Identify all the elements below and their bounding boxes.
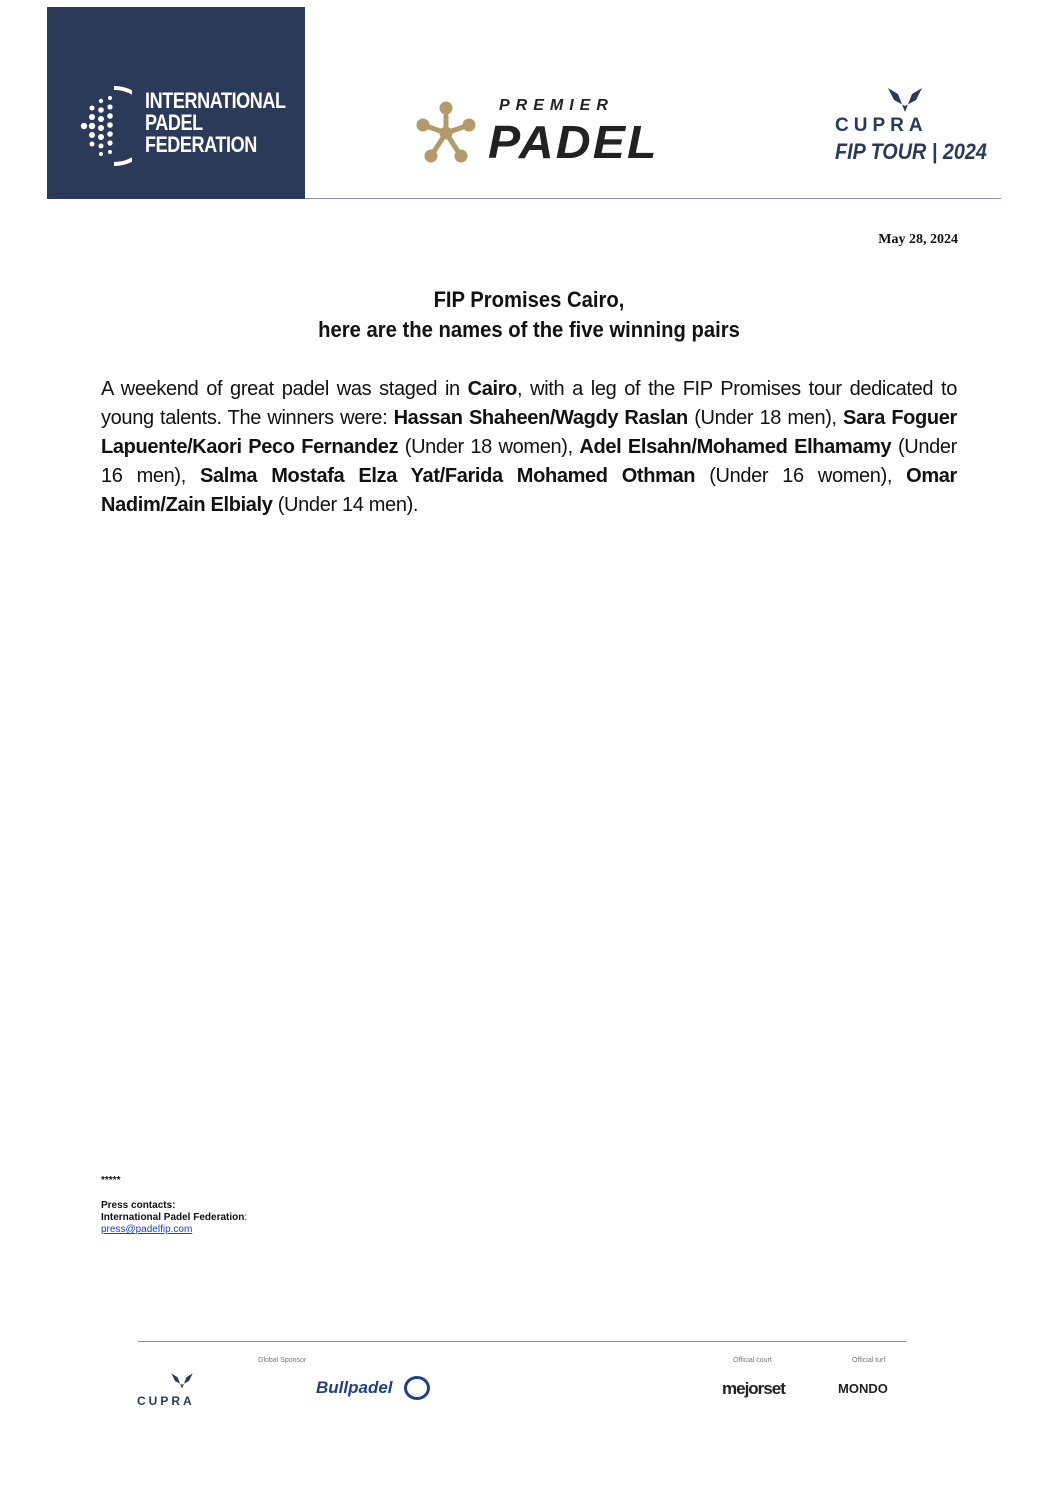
- winners-u14-men: Omar Nadim/Zain Elbialy: [101, 465, 957, 516]
- mondo-logo: MONDO: [838, 1381, 888, 1396]
- winners-u18-women: Sara Foguer Lapuente/Kaori Peco Fernandez: [101, 407, 957, 458]
- venue-name: Cairo: [467, 378, 518, 400]
- footer-cupra-emblem-icon: [170, 1371, 194, 1391]
- title-line-2: here are the names of the five winning pairs: [318, 317, 740, 342]
- fip-line-1: INTERNATIONAL: [145, 88, 286, 113]
- premier-label: PREMIER: [499, 97, 614, 114]
- premier-padel-star-icon: [413, 100, 479, 166]
- fip-line-3: FEDERATION: [145, 132, 257, 157]
- footer-rule: [138, 1341, 906, 1342]
- padel-wordmark: PADEL: [488, 116, 659, 168]
- global-sponsor-note: Global Sponsor: [258, 1357, 307, 1364]
- official-court-note: Official court: [733, 1357, 772, 1364]
- bullpadel-logo: Bullpadel: [316, 1378, 393, 1397]
- winners-u16-women: Salma Mostafa Elza Yat/Farida Mohamed Othman: [200, 465, 696, 487]
- winners-u18-men: Hassan Shaheen/Wagdy Raslan: [393, 407, 688, 429]
- page-title: [134, 285, 923, 345]
- cupra-emblem-icon: [886, 86, 924, 114]
- body-paragraph: A weekend of great padel was staged in Cairo, with a leg of the FIP Promises tour dedicated to young talents. The winners were: Hassan Shaheen/Wagdy Raslan (Under 18 men), Sara Foguer Lapuente/Kaori Peco Fernandez (Under 18 women), Adel Elsahn/Mohamed Elhamamy (Under 16 men), Salma Mostafa Elza Yat/Farida Mohamed Othman (Under 16 women), Omar Nadim/Zain Elbialy (Under 14 men).: [101, 378, 957, 516]
- mejorset-logo: mejorset: [722, 1379, 785, 1398]
- official-turf-note: Official turf: [852, 1357, 886, 1364]
- title-line-1: FIP Promises Cairo,: [433, 287, 625, 312]
- fip-line-2: PADEL: [145, 110, 203, 135]
- header-rule: [305, 198, 1001, 199]
- cupra-wordmark: CUPRA: [835, 115, 928, 136]
- bullpadel-circle-icon: [404, 1376, 430, 1400]
- separator: *****: [101, 1175, 121, 1186]
- winners-u16-men: Adel Elsahn/Mohamed Elhamamy: [579, 436, 892, 458]
- footer-cupra-logo: CUPRA: [137, 1394, 195, 1408]
- press-org: International Padel Federation: [101, 1212, 245, 1223]
- fip-ball-icon: [76, 86, 132, 166]
- fip-wordmark: [145, 90, 286, 156]
- press-email-link[interactable]: press@padelfip.com: [101, 1224, 193, 1235]
- fip-tour-2024: FIP TOUR | 2024: [835, 139, 987, 164]
- press-contacts: Press contacts: International Padel Federation: press@padelfip.com: [101, 1200, 248, 1235]
- press-label: Press contacts:: [101, 1200, 176, 1211]
- release-date: May 28, 2024: [878, 232, 958, 247]
